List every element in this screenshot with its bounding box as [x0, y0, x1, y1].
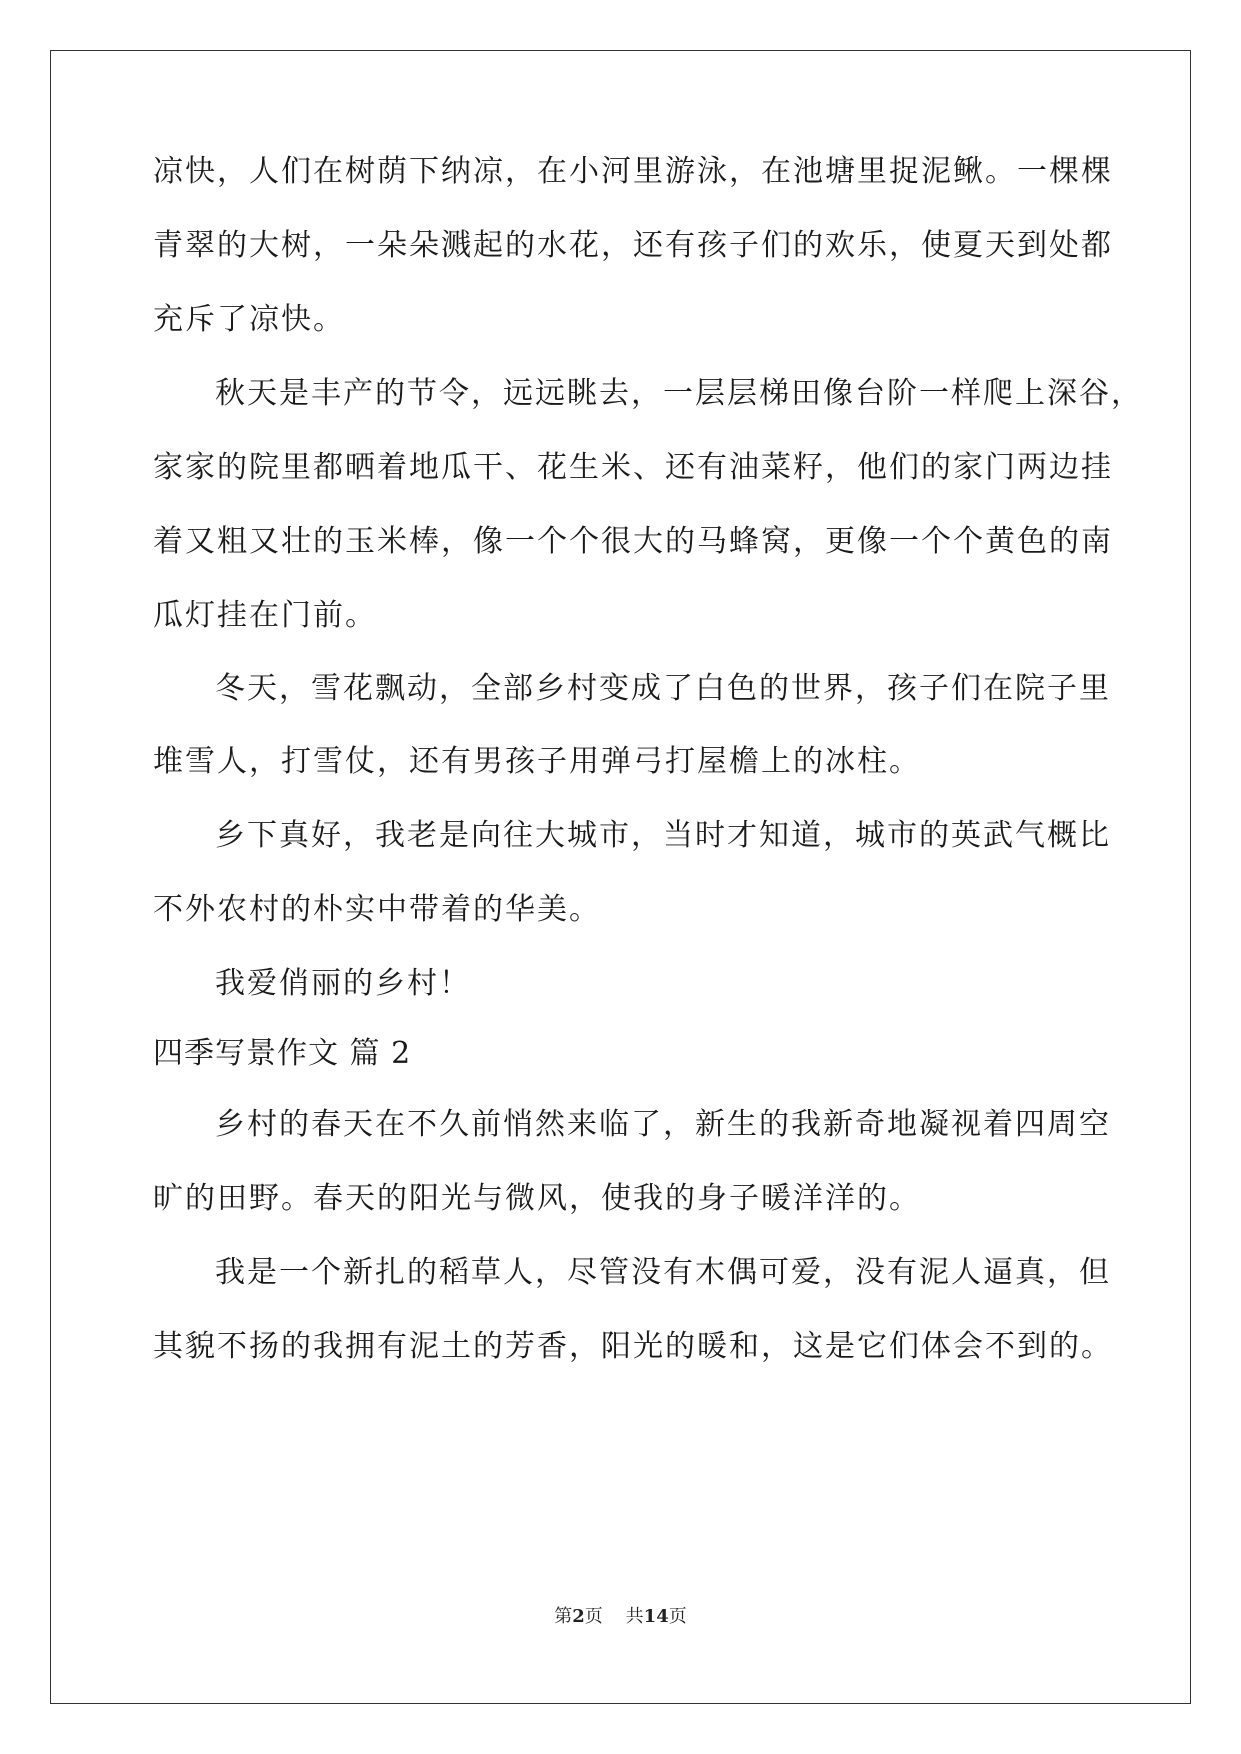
text-line: 瓜灯挂在门前。: [153, 598, 377, 633]
text-line: 着又粗又壮的玉米棒，像一个个很大的马蜂窝，更像一个个黄色的南: [153, 524, 1113, 559]
footer-total-pages: 14: [643, 1606, 669, 1627]
text-line: 不外农村的朴实中带着的华美。: [153, 892, 601, 927]
footer-page-number: 2: [572, 1606, 585, 1627]
text-line: 旷的田野。春天的阳光与微风，使我的身子暖洋洋的。: [153, 1181, 921, 1216]
text-line: 凉快，人们在树荫下纳凉，在小河里游泳，在池塘里捉泥鳅。一棵棵: [153, 154, 1113, 189]
footer-page-suffix: 页: [584, 1606, 603, 1627]
paragraph-start-countryside: 乡下真好，我老是向往大城市，当时才知道，城市的英武气概比: [215, 818, 1111, 853]
footer-prefix: 第: [554, 1606, 573, 1627]
paragraph-closing: 我爱俏丽的乡村！: [215, 966, 471, 1001]
page-footer: [0, 1605, 1241, 1629]
section-heading: 四季写景作文 篇 2: [153, 1036, 412, 1071]
paragraph-start-scarecrow: 我是一个新扎的稻草人，尽管没有木偶可爱，没有泥人逼真，但: [215, 1255, 1111, 1290]
paragraph-start-winter: 冬天，雪花飘动，全部乡村变成了白色的世界，孩子们在院子里: [215, 671, 1111, 706]
text-line: 青翠的大树，一朵朵溅起的水花，还有孩子们的欢乐，使夏天到处都: [153, 228, 1113, 263]
text-line: 其貌不扬的我拥有泥土的芳香，阳光的暖和，这是它们体会不到的。: [153, 1329, 1113, 1364]
text-line: 家家的院里都晒着地瓜干、花生米、还有油菜籽，他们的家门两边挂: [153, 450, 1113, 485]
footer-total-suffix: 页: [668, 1606, 687, 1627]
text-line: 充斥了凉快。: [153, 302, 345, 337]
text-line: 堆雪人，打雪仗，还有男孩子用弹弓打屋檐上的冰柱。: [153, 744, 921, 779]
footer-total-prefix: 共: [625, 1606, 644, 1627]
paragraph-start-autumn: 秋天是丰产的节令，远远眺去，一层层梯田像台阶一样爬上深谷，: [215, 376, 1143, 411]
paragraph-start-spring: 乡村的春天在不久前悄然来临了，新生的我新奇地凝视着四周空: [215, 1107, 1111, 1142]
